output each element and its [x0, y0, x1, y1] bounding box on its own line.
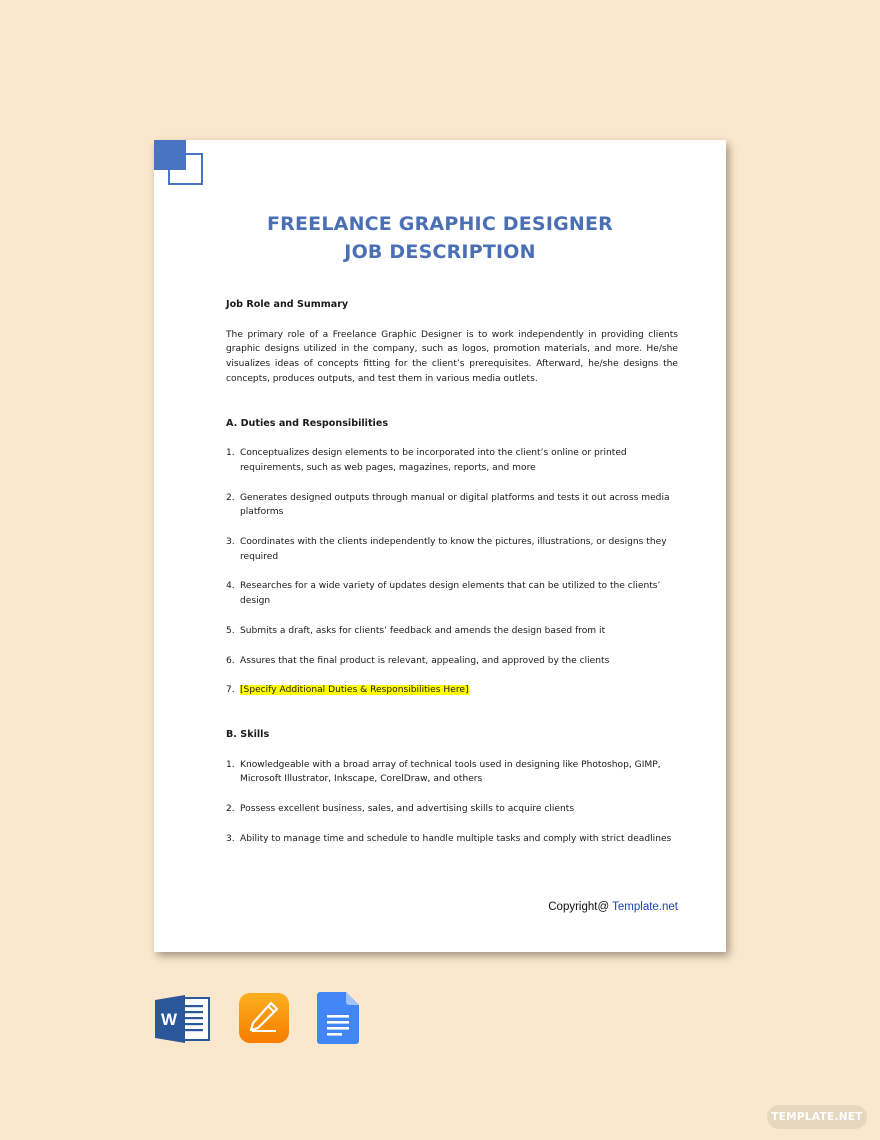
list-number: 4.: [226, 581, 235, 592]
list-number: 6.: [226, 655, 235, 666]
list-number: 2.: [226, 492, 235, 503]
placeholder-duty-text[interactable]: [Specify Additional Duties & Responsibilities Here]: [240, 685, 469, 696]
document-page: [154, 140, 726, 952]
duties-list: [226, 446, 678, 698]
list-number: 5.: [226, 625, 235, 636]
google-docs-icon[interactable]: [317, 992, 359, 1044]
duty-item: [226, 446, 678, 475]
list-number: 1.: [226, 759, 235, 770]
duty-text: Researches for a wide variety of updates design elements that can be utilized to the clients’ design: [240, 581, 661, 607]
duty-text: Submits a draft, asks for clients’ feedback and amends the design based from it: [240, 625, 606, 636]
template-net-link[interactable]: Template.net: [612, 901, 678, 913]
summary-paragraph: The primary role of a Freelance Graphic Designer is to work independently in providing clients graphic designs utilized in the company, such as logos, promotion materials, and more. He/she visualizes ideas of concepts fitting for the client’s prerequisites. Afterward, he/she designs the concepts, produces outputs, and test them in various media outlets.: [226, 329, 678, 384]
skill-item: [226, 758, 678, 787]
duty-item: [226, 579, 678, 608]
duties-heading: A. Duties and Responsibilities: [226, 417, 389, 429]
document-title: [154, 210, 726, 266]
duty-item: [226, 654, 678, 669]
list-number: 3.: [226, 833, 235, 844]
word-letter: W: [160, 1010, 178, 1029]
title-line-1: FREELANCE GRAPHIC DESIGNER: [266, 213, 613, 235]
title-line-2: JOB DESCRIPTION: [344, 241, 536, 263]
word-icon[interactable]: [155, 994, 211, 1044]
skill-text: Ability to manage time and schedule to handle multiple tasks and comply with strict deadlines: [240, 833, 672, 844]
outlined-square-decoration: [168, 153, 203, 185]
duty-text: Coordinates with the clients independently to know the pictures, illustrations, or designs they required: [240, 537, 667, 562]
duty-item: [226, 624, 678, 639]
duty-item: [226, 683, 678, 698]
duty-item: [226, 491, 678, 520]
pages-icon[interactable]: [238, 992, 290, 1044]
duty-text: Assures that the final product is relevant, appealing, and approved by the clients: [240, 655, 610, 666]
list-number: 3.: [226, 537, 235, 548]
duty-text: Generates designed outputs through manual or digital platforms and tests it out across media platforms: [240, 492, 670, 518]
skill-item: [226, 832, 678, 847]
list-number: 2.: [226, 804, 235, 815]
watermark-label: TEMPLATE.NET: [771, 1111, 863, 1123]
duty-text: Conceptualizes design elements to be incorporated into the client’s online or printed requirements, such as web pages, magazines, reports, and more: [240, 448, 627, 473]
skills-heading: B. Skills: [226, 728, 270, 740]
app-icons-row: [155, 992, 365, 1048]
document-body: [226, 298, 678, 846]
copyright-notice: [548, 901, 678, 913]
skill-text: Possess excellent business, sales, and advertising skills to acquire clients: [240, 804, 575, 815]
corner-decoration: [154, 140, 204, 186]
duty-item: [226, 535, 678, 564]
role-heading: Job Role and Summary: [226, 299, 349, 310]
skill-item: [226, 802, 678, 817]
list-number: 1.: [226, 448, 235, 459]
skills-list: [226, 758, 678, 847]
skill-text: Knowledgeable with a broad array of technical tools used in designing like Photoshop, GIMP, Microsoft Illustrator, Inkscape, CorelDraw, and others: [240, 759, 661, 785]
copyright-prefix: Copyright@: [548, 901, 613, 913]
list-number: 7.: [226, 685, 235, 696]
